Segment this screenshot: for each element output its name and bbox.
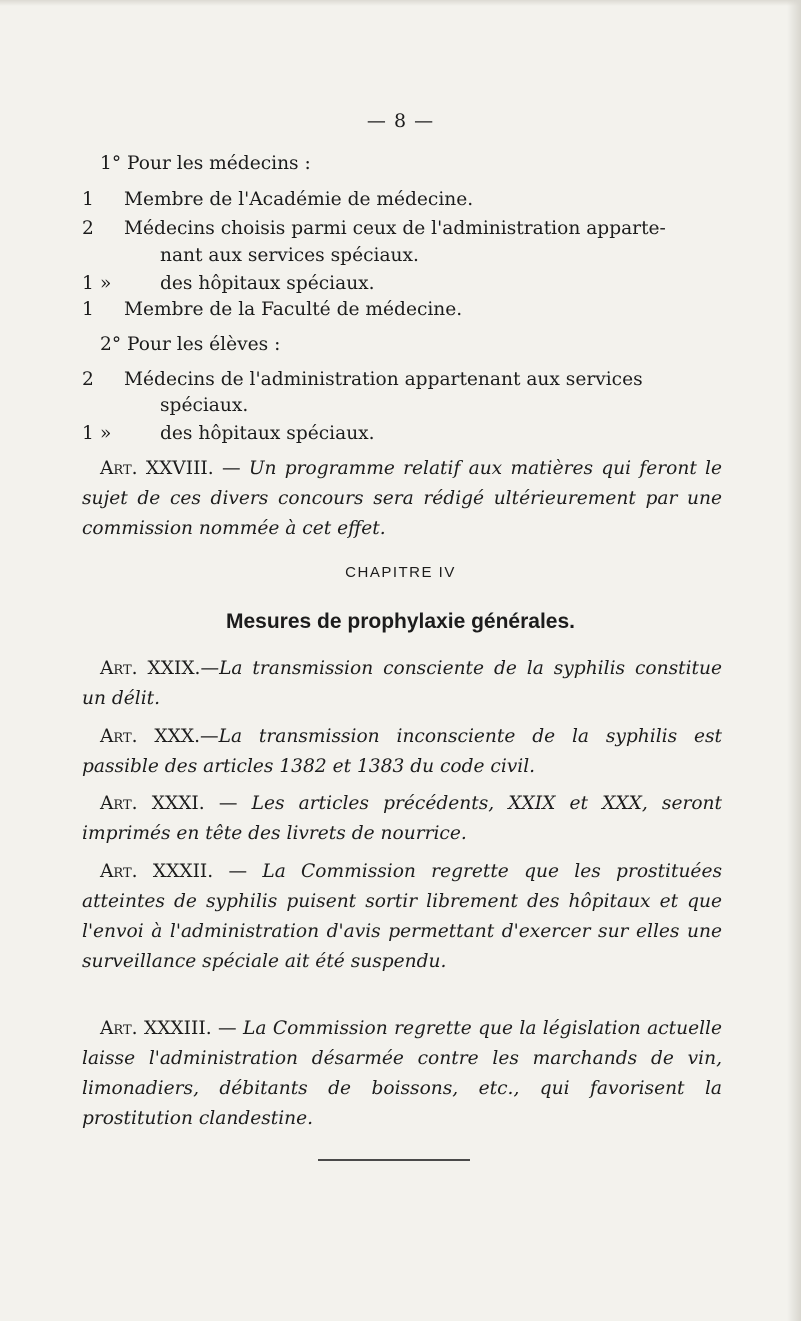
article-text: Les articles précédents, XXIX et XXX, seront imprimés en tête des livrets de nourrice.: [82, 793, 723, 844]
list-item-count: 1: [82, 189, 94, 210]
article-text: La transmission inconsciente de la syphilis est passible des articles 1382 et 1383 du code civil.: [82, 726, 722, 777]
article-label: Art. XXXIII.: [100, 1018, 212, 1039]
article-label: Art. XXVIII.: [100, 458, 214, 479]
article-29: [82, 654, 722, 714]
article-dash: —: [204, 793, 252, 814]
ditto-mark: »: [100, 273, 112, 294]
article-dash: —: [213, 458, 249, 479]
list-item-count: 2: [82, 369, 94, 390]
article-33: [82, 1014, 722, 1134]
article-label: Art. XXX.: [100, 726, 201, 747]
list-item-count: 1: [82, 299, 94, 320]
article-label: Art. XXXI.: [100, 793, 205, 814]
list-item-text: des hôpitaux spéciaux.: [160, 273, 375, 294]
chapter-heading: Mesures de prophylaxie générales.: [226, 610, 575, 633]
list-item-text: Membre de l'Académie de médecine.: [124, 189, 474, 210]
list-item-continuation: spéciaux.: [160, 395, 249, 416]
section-title-medecins: 1° Pour les médecins :: [100, 153, 311, 174]
article-dash: —: [211, 1018, 244, 1039]
list-item-count: 2: [82, 218, 94, 239]
ditto-mark: »: [100, 423, 112, 444]
list-item-text: Médecins de l'administration appartenant aux services: [124, 369, 643, 390]
list-item-text: Membre de la Faculté de médecine.: [124, 299, 463, 320]
list-item-text: des hôpitaux spéciaux.: [160, 423, 375, 444]
article-28: [82, 454, 722, 544]
chapter-title: CHAPITRE IV: [345, 564, 456, 581]
article-text: Un programme relatif aux matières qui feront le sujet de ces divers concours sera rédigé ultérieurement par une commission nommée à cet effet.: [82, 458, 723, 539]
list-item-text: Médecins choisis parmi ceux de l'administration apparte-: [124, 218, 666, 239]
article-text: La Commission regrette que la législation actuelle laisse l'administration désarmée contre les marchands de vin, limonadiers, débitants de boissons, etc., qui favorisent la prostitution clandestine.: [82, 1018, 722, 1129]
page-right-edge: [787, 0, 801, 1321]
article-label: Art. XXXII.: [100, 861, 214, 882]
section-title-eleves: 2° Pour les élèves :: [100, 334, 281, 355]
article-dash: —: [200, 726, 219, 747]
page-top-edge: [0, 0, 801, 6]
article-dash: —: [200, 658, 220, 679]
list-item-count: 1: [82, 273, 94, 294]
article-text: La Commission regrette que les prostituées atteintes de syphilis puisent sortir librement des hôpitaux et que l'envoi à l'administration d'avis permettant d'exercer sur elles une surveillance spéciale ait été suspendu.: [82, 861, 722, 972]
page-number: — 8 —: [366, 110, 435, 132]
article-dash: —: [213, 861, 263, 882]
list-item-continuation: nant aux services spéciaux.: [160, 245, 419, 266]
article-label: Art. XXIX.: [100, 658, 201, 679]
list-item-count: 1: [82, 423, 94, 444]
article-30: [82, 722, 722, 782]
article-32: [82, 857, 722, 977]
article-31: [82, 789, 722, 849]
article-text: La transmission consciente de la syphilis constitue un délit.: [82, 658, 722, 709]
end-rule: [318, 1159, 470, 1161]
